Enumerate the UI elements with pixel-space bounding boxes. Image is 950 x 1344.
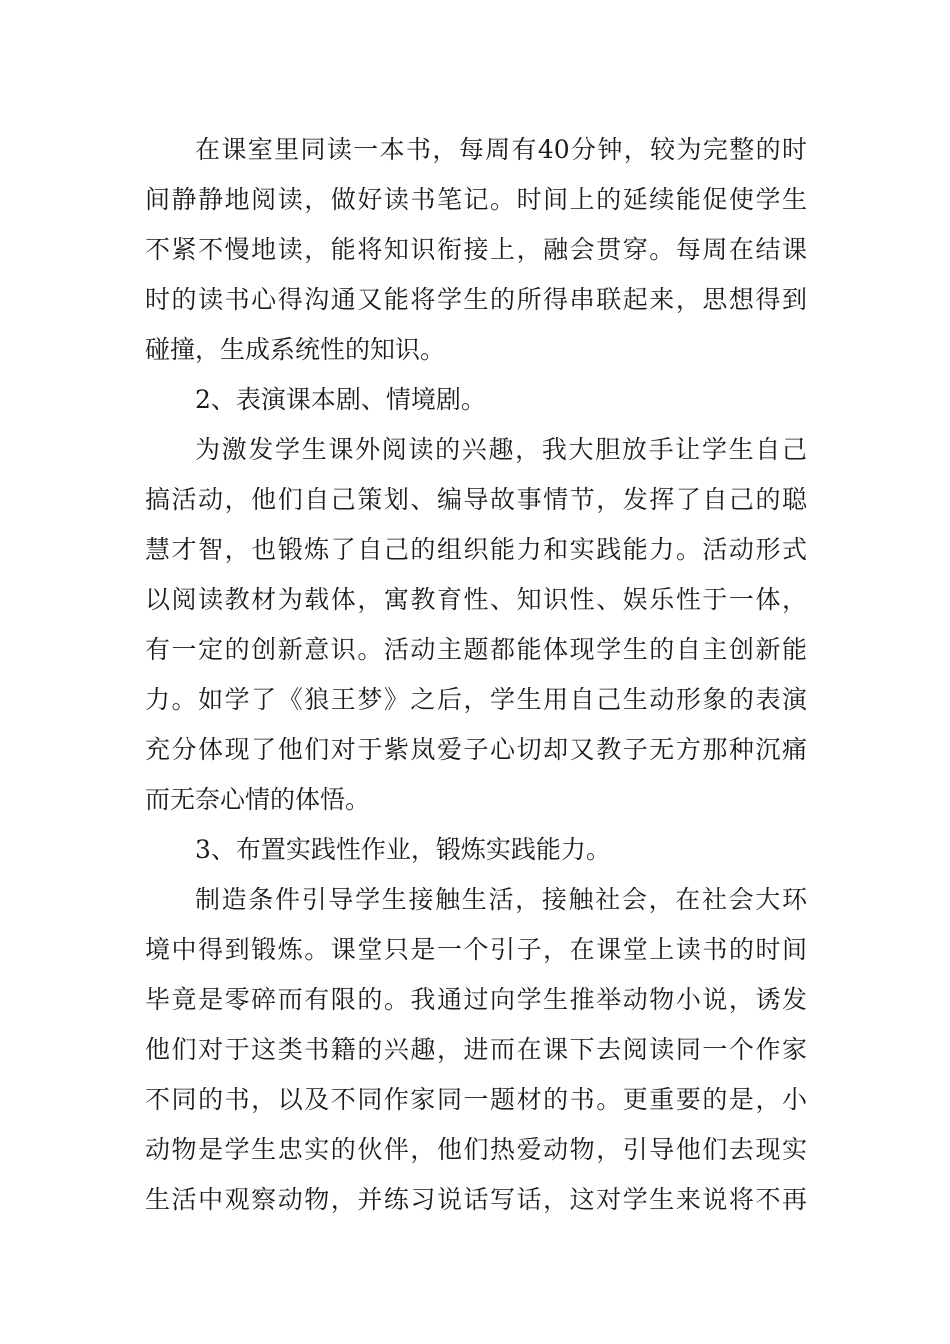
paragraph-3-line-7: 生活中观察动物，并练习说话写话，这对学生来说将不再	[145, 1185, 807, 1214]
paragraph-1-line-3: 不紧不慢地读，能将知识衔接上，融会贯穿。每周在结课	[145, 235, 807, 264]
section-heading-2: 2、表演课本剧、情境剧。	[195, 385, 486, 414]
paragraph-2-line-6: 力。如学了《狼王梦》之后，学生用自己生动形象的表演	[145, 685, 807, 714]
paragraph-2-line-4: 以阅读教材为载体，寓教育性、知识性、娱乐性于一体，	[145, 585, 807, 614]
paragraph-2-line-1: 为激发学生课外阅读的兴趣，我大胆放手让学生自己	[195, 435, 807, 464]
paragraph-1-line-2: 间静静地阅读，做好读书笔记。时间上的延续能促使学生	[145, 185, 807, 214]
section-heading-3: 3、布置实践性作业，锻炼实践能力。	[195, 835, 611, 864]
paragraph-3-line-1: 制造条件引导学生接触生活，接触社会，在社会大环	[195, 885, 807, 914]
paragraph-2-line-5: 有一定的创新意识。活动主题都能体现学生的自主创新能	[145, 635, 807, 664]
paragraph-2-line-8: 而无奈心情的体悟。	[145, 785, 371, 814]
paragraph-2-line-7: 充分体现了他们对于紫岚爱子心切却又教子无方那种沉痛	[145, 735, 807, 764]
paragraph-1-line-4: 时的读书心得沟通又能将学生的所得串联起来，思想得到	[145, 285, 807, 314]
paragraph-2-line-3: 慧才智，也锻炼了自己的组织能力和实践能力。活动形式	[145, 535, 807, 564]
paragraph-3-line-2: 境中得到锻炼。课堂只是一个引子，在课堂上读书的时间	[145, 935, 807, 964]
paragraph-1-line-1: 在课室里同读一本书，每周有40分钟，较为完整的时	[195, 135, 807, 164]
paragraph-3-line-4: 他们对于这类书籍的兴趣，进而在课下去阅读同一个作家	[145, 1035, 807, 1064]
paragraph-2-line-2: 搞活动，他们自己策划、编导故事情节，发挥了自己的聪	[145, 485, 807, 514]
paragraph-3-line-3: 毕竟是零碎而有限的。我通过向学生推举动物小说，诱发	[145, 985, 807, 1014]
document-body	[145, 125, 807, 1225]
paragraph-1-line-5: 碰撞，生成系统性的知识。	[145, 335, 446, 364]
paragraph-3-line-6: 动物是学生忠实的伙伴，他们热爱动物，引导他们去现实	[145, 1135, 807, 1164]
paragraph-3-line-5: 不同的书，以及不同作家同一题材的书。更重要的是，小	[145, 1085, 807, 1114]
